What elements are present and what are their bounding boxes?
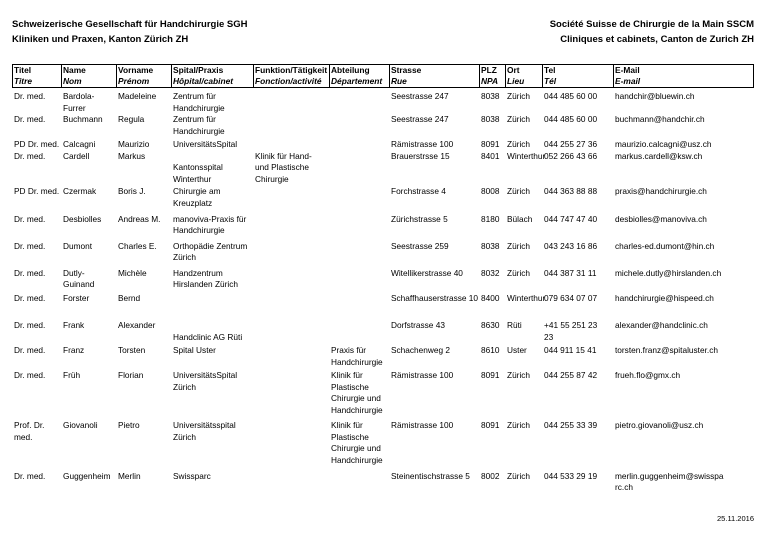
column-header: [544, 65, 556, 87]
table-cell: Seestrasse 259: [391, 240, 449, 251]
table-cell: 8002: [481, 470, 500, 481]
subtitle-de: Kliniken und Praxen, Kanton Zürich ZH: [12, 34, 189, 45]
table-cell: Handclinic AG Rüti: [173, 331, 243, 342]
column-header-fr: NPA: [481, 76, 499, 86]
table-cell: Zürich: [173, 381, 197, 392]
column-header-fr: Hôpital/cabinet: [173, 76, 234, 86]
table-cell: Dr. med.: [14, 240, 46, 251]
column-header-fr: Prénom: [118, 76, 150, 86]
table-cell: torsten.franz@spitaluster.ch: [615, 345, 718, 355]
table-cell: Handchirurgie: [331, 356, 383, 367]
table-cell: Michèle: [118, 267, 147, 278]
table-cell: 044 255 33 39: [544, 420, 598, 431]
column-header-de: Spital/Praxis: [173, 65, 224, 75]
column-header-de: E-Mail: [615, 65, 640, 75]
table-cell: Chirurgie und: [331, 393, 381, 404]
table-cell: PD Dr. med.: [14, 139, 60, 150]
table-cell: Zürich: [507, 139, 531, 150]
table-cell: Dr. med.: [14, 91, 46, 101]
table-cell: 044 255 27 36: [544, 139, 598, 150]
column-header-de: Titel: [14, 65, 32, 75]
table-cell: buchmann@handchir.ch: [615, 114, 705, 125]
table-cell: 8038: [481, 240, 500, 251]
table-cell: +41 55 251 23: [544, 319, 598, 330]
table-cell: Frank: [63, 319, 85, 330]
table-cell: Dumont: [63, 240, 93, 251]
table-cell: UniversitätsSpital: [173, 139, 238, 150]
table-cell: Rämistrasse 100: [391, 139, 454, 150]
table-cell: Klinik für: [331, 420, 363, 431]
column-header-fr: Département: [331, 76, 383, 86]
header-column-rule: [479, 64, 480, 87]
table-cell: Seestrasse 247: [391, 114, 449, 125]
table-cell: Plastische: [331, 381, 369, 392]
table-cell: 8610: [481, 345, 500, 355]
table-cell: pietro.giovanoli@usz.ch: [615, 420, 704, 431]
table-cell: 044 485 60 00: [544, 114, 598, 125]
header-column-rule: [12, 64, 13, 87]
table-cell: Kantonsspital: [173, 162, 223, 173]
table-cell: Swissparc: [173, 470, 211, 481]
table-cell: 8091: [481, 370, 500, 381]
table-cell: Zentrum für: [173, 114, 216, 125]
table-cell: Früh: [63, 370, 81, 381]
table-cell: Brauerstrsse 15: [391, 150, 450, 161]
table-cell: Handchirurgie: [331, 404, 383, 415]
table-cell: 8401: [481, 150, 500, 161]
table-cell: handchirurgie@hispeed.ch: [615, 292, 714, 303]
table-cell: Dr. med.: [14, 267, 46, 278]
column-header-de: Ort: [507, 65, 520, 75]
table-cell: Madeleine: [118, 91, 157, 101]
table-cell: handchir@bluewin.ch: [615, 91, 695, 101]
table-cell: Kreuzplatz: [173, 197, 213, 208]
table-cell: PD Dr. med.: [14, 186, 60, 197]
table-cell: Calcagni: [63, 139, 96, 150]
header-bottom-rule: [12, 87, 754, 88]
table-cell: alexander@handclinic.ch: [615, 319, 708, 330]
table-cell: Zürich: [507, 370, 531, 381]
column-header-fr: Nom: [63, 76, 82, 86]
table-cell: Rämistrasse 100: [391, 370, 454, 381]
table-cell: Bülach: [507, 213, 533, 224]
table-cell: Praxis für: [331, 345, 367, 355]
table-cell: Schaffhauserstrasse 10: [391, 292, 479, 303]
table-cell: 8038: [481, 114, 500, 125]
table-cell: Rämistrasse 100: [391, 420, 454, 431]
table-cell: 8032: [481, 267, 500, 278]
table-cell: desbiolles@manoviva.ch: [615, 213, 707, 224]
column-header: [118, 65, 153, 87]
column-header-fr: E-mail: [615, 76, 641, 86]
society-name-fr: Société Suisse de Chirurgie de la Main SSCM: [549, 19, 754, 30]
table-cell: 044 911 15 41: [544, 345, 597, 355]
column-header: [63, 65, 86, 87]
table-cell: 8091: [481, 139, 500, 150]
table-cell: Desbiolles: [63, 213, 102, 224]
table-cell: Bardola-: [63, 91, 95, 101]
table-cell: 8630: [481, 319, 500, 330]
table-cell: Cardell: [63, 150, 90, 161]
table-cell: Schachenweg 2: [391, 345, 451, 355]
table-cell: Zürich: [507, 114, 531, 125]
column-header-fr: Rue: [391, 76, 407, 86]
column-header: [481, 65, 498, 87]
header-column-rule: [61, 64, 62, 87]
table-cell: Zürich: [507, 420, 531, 431]
table-cell: Universitätsspital: [173, 420, 236, 431]
table-cell: Franz: [63, 345, 85, 355]
table-cell: 8400: [481, 292, 500, 303]
table-cell: Forchstrasse 4: [391, 186, 446, 197]
table-cell: 044 387 31 11: [544, 267, 597, 278]
table-cell: Charles E.: [118, 240, 157, 251]
header-left: [12, 17, 247, 47]
table-cell: Winterthur: [507, 150, 546, 161]
header-column-rule: [505, 64, 506, 87]
table-cell: Dr. med.: [14, 345, 46, 355]
table-cell: michele.dutly@hirslanden.ch: [615, 267, 722, 278]
society-name-de: Schweizerische Gesellschaft für Handchirurgie SGH: [12, 19, 248, 30]
table-cell: 8091: [481, 420, 500, 431]
table-cell: Klinik für: [331, 370, 363, 381]
column-header-de: Tel: [544, 65, 556, 75]
column-header-de: PLZ: [481, 65, 497, 75]
table-cell: Dr. med.: [14, 150, 46, 161]
table-cell: Furrer: [63, 102, 86, 113]
table-cell: Uster: [507, 345, 527, 355]
table-cell: Prof. Dr.: [14, 420, 45, 431]
table-cell: praxis@handchirurgie.ch: [615, 186, 707, 197]
column-header: [507, 65, 524, 87]
table-cell: med.: [14, 431, 33, 442]
table-cell: Zürich: [173, 431, 197, 442]
table-cell: 043 243 16 86: [544, 240, 598, 251]
table-cell: Klinik für Hand-: [255, 150, 312, 161]
column-header-de: Funktion/Tätigkeit: [255, 65, 328, 75]
table-cell: manoviva-Praxis für: [173, 213, 247, 224]
table-cell: Maurizio: [118, 139, 150, 150]
table-cell: Chirurgie am: [173, 186, 221, 197]
footer-date: 25.11.2016: [717, 514, 754, 523]
table-cell: Dutly-: [63, 267, 85, 278]
table-cell: Zürich: [173, 252, 197, 263]
table-cell: Dr. med.: [14, 292, 46, 303]
column-header-fr: Lieu: [507, 76, 525, 86]
table-cell: Witellikerstrasse 40: [391, 267, 463, 278]
column-header-fr: Tél: [544, 76, 557, 86]
table-cell: Handchirurgie: [331, 455, 383, 465]
subtitle-fr: Cliniques et cabinets, Canton de Zurich ZH: [560, 34, 754, 45]
table-cell: Dorfstrasse 43: [391, 319, 445, 330]
column-header-fr: Titre: [14, 76, 32, 86]
table-cell: maurizio.calcagni@usz.ch: [615, 139, 712, 150]
table-cell: Guinand: [63, 279, 95, 290]
table-cell: Dr. med.: [14, 114, 46, 125]
header-column-rule: [542, 64, 543, 87]
table-cell: Bernd: [118, 292, 141, 303]
table-cell: 044 485 60 00: [544, 91, 598, 101]
table-cell: Buchmann: [63, 114, 103, 125]
table-cell: Alexander: [118, 319, 156, 330]
table-cell: UniversitätsSpital: [173, 370, 238, 381]
table-cell: Zürich: [507, 470, 531, 481]
table-cell: Boris J.: [118, 186, 146, 197]
table-cell: frueh.flo@gmx.ch: [615, 370, 681, 381]
table-cell: Zürich: [507, 186, 531, 197]
column-header-de: Name: [63, 65, 86, 75]
column-header: [14, 65, 32, 87]
header-column-rule: [389, 64, 390, 87]
table-cell: Zürich: [507, 267, 531, 278]
column-header: [615, 65, 640, 87]
table-cell: Pietro: [118, 420, 140, 431]
table-cell: Regula: [118, 114, 145, 125]
table-cell: 052 266 43 66: [544, 150, 598, 161]
column-header-fr: Fonction/activité: [255, 76, 322, 86]
table-cell: Giovanoli: [63, 420, 98, 431]
table-cell: Guggenheim: [63, 470, 111, 481]
header-column-rule: [116, 64, 117, 87]
table-cell: Chirurgie und: [331, 443, 381, 454]
column-header: [391, 65, 421, 87]
table-cell: Handchirurgie: [173, 225, 225, 236]
table-cell: charles-ed.dumont@hin.ch: [615, 240, 715, 251]
table-cell: Chirurgie: [255, 173, 289, 184]
member-table: [12, 64, 754, 493]
table-cell: und Plastische: [255, 162, 309, 173]
table-cell: Dr. med.: [14, 370, 46, 381]
table-cell: Handchirurgie: [173, 125, 225, 136]
table-cell: 044 533 29 19: [544, 470, 598, 481]
table-cell: Plastische: [331, 431, 369, 442]
header-column-rule: [329, 64, 330, 87]
table-cell: Orthopädie Zentrum: [173, 240, 248, 251]
table-cell: markus.cardell@ksw.ch: [615, 150, 703, 161]
table-cell: Zürichstrasse 5: [391, 213, 448, 224]
table-cell: 8180: [481, 213, 500, 224]
table-cell: Florian: [118, 370, 144, 381]
header-column-rule: [753, 64, 754, 87]
table-cell: Handchirurgie: [173, 102, 225, 113]
table-cell: 23: [544, 331, 554, 342]
table-cell: 8038: [481, 91, 500, 101]
header-right: [550, 17, 754, 47]
table-cell: Andreas M.: [118, 213, 161, 224]
table-cell: Czermak: [63, 186, 97, 197]
table-cell: Rüti: [507, 319, 522, 330]
table-cell: Dr. med.: [14, 319, 46, 330]
table-cell: Handzentrum: [173, 267, 223, 278]
table-cell: Zentrum für: [173, 91, 216, 101]
table-cell: rc.ch: [615, 482, 633, 493]
header-column-rule: [171, 64, 172, 87]
table-cell: Forster: [63, 292, 90, 303]
table-cell: Merlin: [118, 470, 141, 481]
table-cell: Zürich: [507, 91, 531, 101]
table-cell: Markus: [118, 150, 146, 161]
table-cell: 8008: [481, 186, 500, 197]
table-cell: Spital Uster: [173, 345, 216, 355]
table-cell: Winterthur: [507, 292, 546, 303]
header-column-rule: [253, 64, 254, 87]
column-header-de: Abteilung: [331, 65, 370, 75]
column-header: [255, 65, 327, 87]
column-header-de: Vorname: [118, 65, 154, 75]
column-header: [173, 65, 233, 87]
table-cell: 044 255 87 42: [544, 370, 598, 381]
table-cell: 079 634 07 07: [544, 292, 598, 303]
table-cell: merlin.guggenheim@swisspa: [615, 470, 724, 481]
table-cell: Seestrasse 247: [391, 91, 449, 101]
header-column-rule: [613, 64, 614, 87]
table-cell: Hirslanden Zürich: [173, 279, 239, 290]
table-cell: Torsten: [118, 345, 146, 355]
column-header: [331, 65, 382, 87]
table-cell: Zürich: [507, 240, 531, 251]
table-cell: 044 363 88 88: [544, 186, 598, 197]
column-header-de: Strasse: [391, 65, 422, 75]
table-cell: Dr. med.: [14, 470, 46, 481]
table-cell: Dr. med.: [14, 213, 46, 224]
table-cell: Winterthur: [173, 173, 212, 184]
table-cell: Steinentischstrasse 5: [391, 470, 470, 481]
table-cell: 044 747 47 40: [544, 213, 598, 224]
